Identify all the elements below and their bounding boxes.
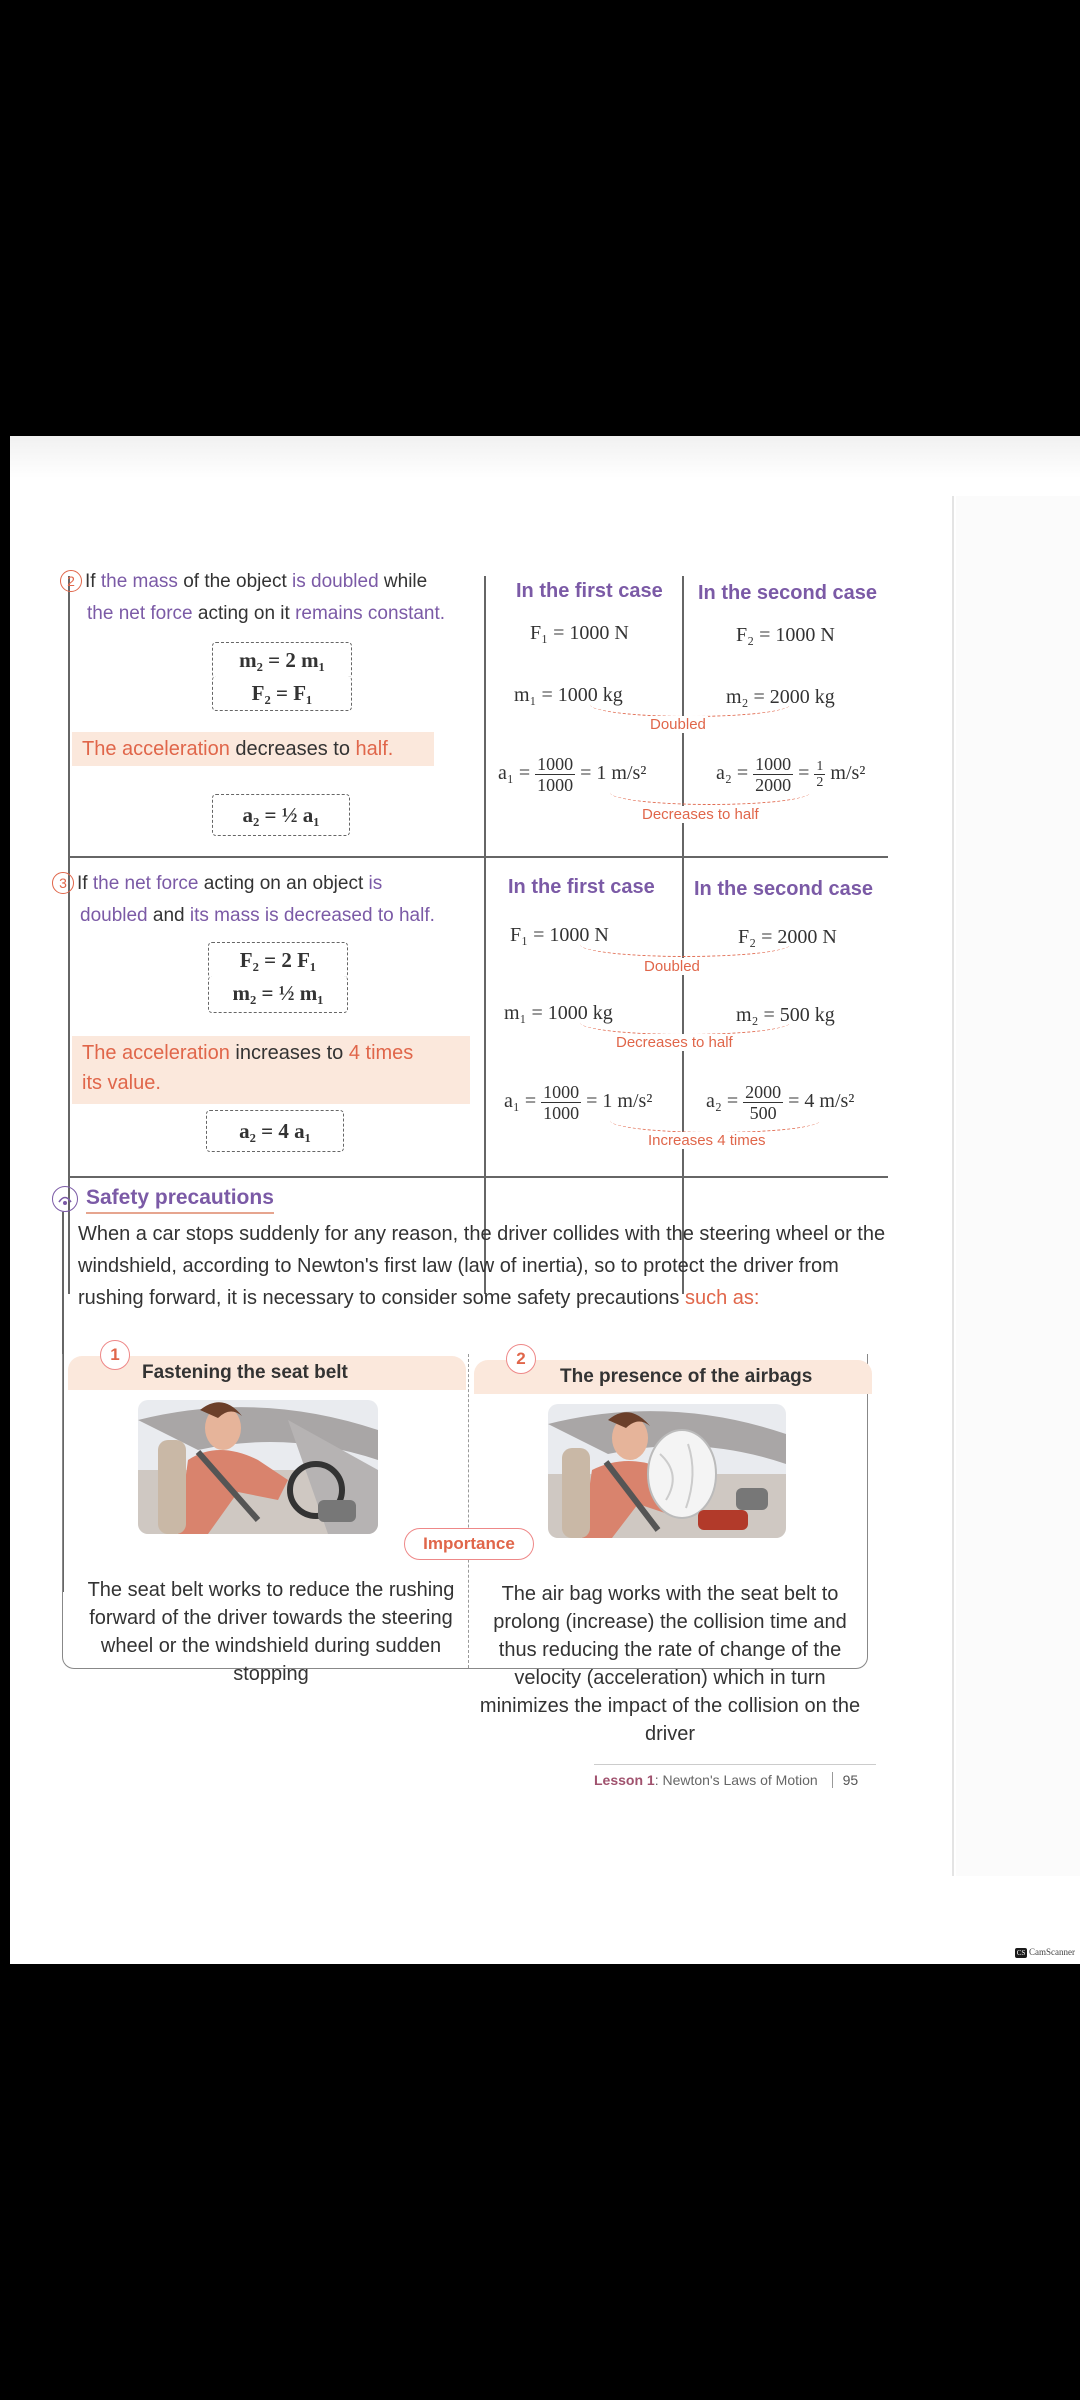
item1-title: Fastening the seat belt: [142, 1362, 348, 1383]
seat-belt-illustration: [138, 1400, 378, 1534]
case2-a1: a₁ = $\frac{1000}{1000}$ = 1 m/s²: [498, 754, 647, 795]
case2-number: 2: [60, 570, 82, 592]
case3-note-acc: Increases 4 times: [648, 1132, 766, 1149]
case3-first-case-header: In the first case: [508, 876, 655, 898]
case3-note-force: Doubled: [644, 958, 700, 975]
case2-m2: m₂ = 2000 kg: [726, 686, 835, 708]
case2-formula-mass: m₂ = 2 m₁: [212, 642, 352, 678]
case3-m1: m₁ = 1000 kg: [504, 1002, 613, 1024]
case3-a1: a₁ = $\frac{1000}{1000}$ = 1 m/s²: [504, 1082, 653, 1123]
case2-note-mass: Doubled: [650, 716, 706, 733]
page-footer: Lesson 1: Newton's Laws of Motion 95: [594, 1772, 859, 1788]
case3-highlight: The acceleration increases to 4 times its value.: [72, 1036, 470, 1104]
case2-a2: a₂ = $\frac{1000}{2000}$ = $\frac{1}{2}$ m/s²: [716, 754, 866, 795]
case3-m2: m₂ = 500 kg: [736, 1004, 835, 1026]
case2-f2: F₂ = 1000 N: [736, 624, 835, 646]
table-column-divider: [484, 576, 486, 1294]
case3-second-case-header: In the second case: [694, 878, 873, 900]
page-top-edge: [10, 436, 1080, 478]
case3-f1: F₁ = 1000 N: [510, 924, 609, 946]
case3-mass-arrow: [580, 1010, 790, 1035]
case3-f2: F₂ = 2000 N: [738, 926, 837, 948]
airbag-illustration: [548, 1404, 786, 1538]
case3-formula-force: F₂ = 2 F₁: [208, 942, 348, 978]
item1-number: 1: [100, 1340, 130, 1370]
table-row-divider: [68, 856, 888, 858]
item2-description: The air bag works with the seat belt to prolong (increase) the collision time and thus reducing the rate of change of the velocity (acceleration) which in turn minimizes the impact of the collision on the driver: [479, 1583, 861, 1745]
page-margin-line: [952, 496, 954, 1876]
precautions-divider: [468, 1354, 469, 1668]
item2-title: The presence of the airbags: [560, 1366, 813, 1387]
textbook-page: [10, 436, 1080, 1964]
safety-title: Safety precautions: [86, 1186, 274, 1214]
page-number: 95: [842, 1772, 859, 1788]
case2-mass-arrow: [590, 692, 790, 717]
case2-first-case-header: In the first case: [516, 580, 663, 602]
scanner-watermark: CS CamScanner: [1012, 1946, 1078, 1959]
item1-description: The seat belt works to reduce the rushing forward of the driver towards the steering wheel or the windshield during sudden stopping: [87, 1579, 455, 1685]
scanner-logo-icon: CS: [1016, 1949, 1026, 1957]
case3-force-arrow: [580, 932, 790, 957]
safety-paragraph: When a car stops suddenly for any reason, the driver collides with the steering wheel or the windshield, according to Newton's first law (law of inertia), so to protect the driver from rushing forward, it is necessary to consider some safety precautions such as:: [78, 1223, 886, 1309]
footer-rule: [594, 1764, 876, 1765]
case3-formula-mass: m₂ = ½ m₁: [208, 976, 348, 1013]
case3-acc-arrow: [610, 1108, 820, 1133]
item2-number: 2: [506, 1344, 536, 1374]
table-bottom-border: [68, 1176, 888, 1178]
section-icon: [52, 1186, 78, 1212]
case2-f1: F₁ = 1000 N: [530, 622, 629, 644]
case2-acc-arrow: [610, 780, 810, 805]
importance-label: Importance: [404, 1528, 534, 1560]
case2-highlight: The acceleration decreases to half.: [72, 732, 434, 766]
case2-note-acc: Decreases to half: [642, 806, 759, 823]
case3-result-formula: a₂ = 4 a₁: [206, 1110, 344, 1152]
case3-number: 3: [52, 872, 74, 894]
case2-second-case-header: In the second case: [698, 582, 877, 604]
case3-note-mass: Decreases to half: [616, 1034, 733, 1051]
case3-a2: a₂ = $\frac{2000}{500}$ = 4 m/s²: [706, 1082, 855, 1123]
page-margin: [956, 496, 1080, 1876]
case2-statement: 2 If the mass of the object is doubled while the net force acting on it remains constant.: [60, 566, 490, 630]
case2-result-formula: a₂ = ½ a₁: [212, 794, 350, 836]
case2-formula-force: F₂ = F₁: [212, 676, 352, 711]
case2-m1: m₁ = 1000 kg: [514, 684, 623, 706]
case3-statement: 3 If the net force acting on an object is doubled and its mass is decreased to half.: [52, 868, 492, 932]
